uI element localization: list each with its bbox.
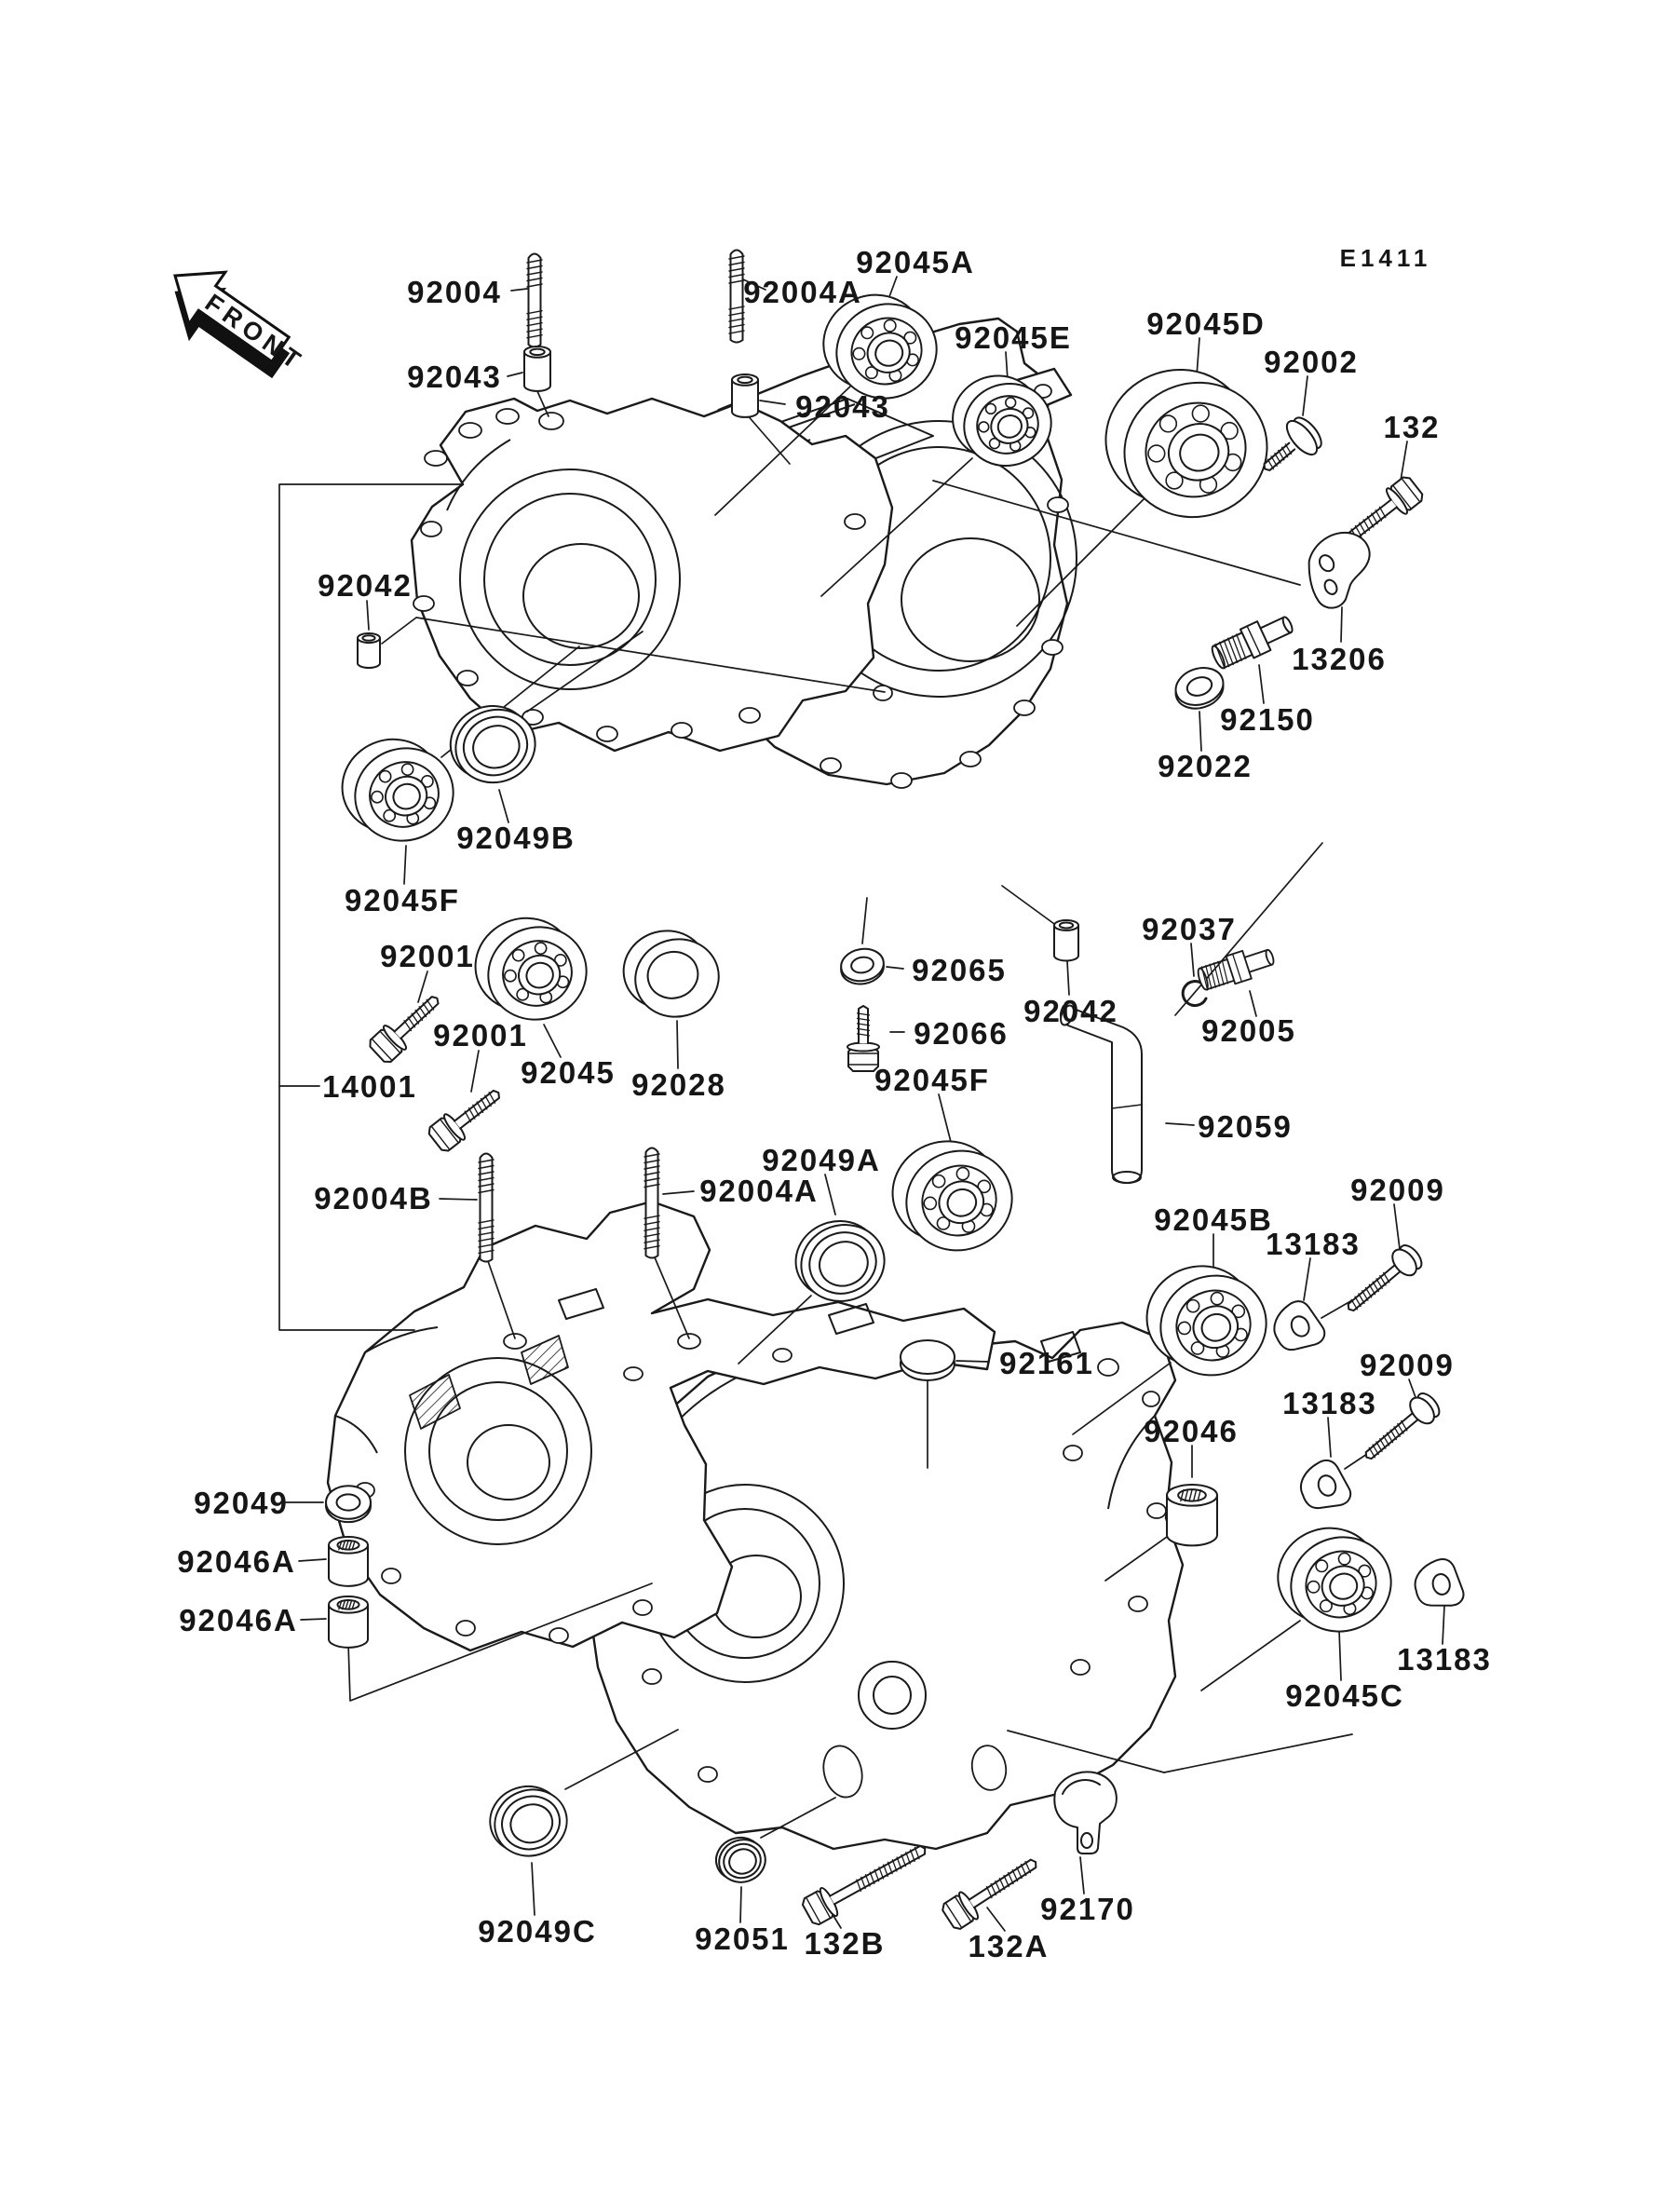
part-label-92065: 92065	[912, 953, 1007, 987]
leader-132A	[987, 1908, 1005, 1931]
bolt-glyph part-92001-2	[426, 1080, 508, 1155]
part-label-92002: 92002	[1264, 345, 1359, 379]
cyl-glyph part-92043-1	[524, 346, 550, 391]
leader-13183-2	[1328, 1418, 1331, 1457]
part-label-92150: 92150	[1220, 702, 1315, 737]
leader-92150	[1259, 665, 1264, 703]
leader-92001-2	[471, 1051, 479, 1092]
clamp-body	[1054, 1772, 1117, 1854]
leader-92001-1	[418, 971, 427, 1002]
part-label-92046: 92046	[1144, 1414, 1239, 1448]
part-label-92009-2: 92009	[1360, 1348, 1455, 1382]
part-label-92066: 92066	[914, 1016, 1009, 1051]
part-label-92037: 92037	[1142, 912, 1237, 946]
tri-glyph part-13183-2	[1301, 1460, 1350, 1508]
fitting-body	[1195, 943, 1277, 994]
leader-92028	[677, 1021, 678, 1068]
part-label-92004B: 92004B	[314, 1181, 433, 1215]
part-label-13206: 13206	[1292, 642, 1387, 676]
part-label-92161: 92161	[999, 1346, 1094, 1380]
seal-glyph part-92049A	[786, 1211, 894, 1312]
part-label-92004: 92004	[407, 275, 502, 309]
cyl-glyph part-92046A-1	[329, 1537, 368, 1586]
cyl-glyph part-92043-2	[732, 374, 758, 417]
part-label-92049C: 92049C	[478, 1914, 597, 1949]
bolt-glyph part-92066	[847, 1006, 879, 1071]
figure-code: E1411	[1339, 244, 1432, 272]
leader-92046A-1	[299, 1559, 326, 1561]
part-label-92004A-1: 92004A	[743, 275, 862, 309]
assembly-line-1	[1164, 1734, 1352, 1772]
leader-92037	[1191, 944, 1194, 976]
part-label-132: 132	[1383, 410, 1441, 444]
part-label-92001-1: 92001	[380, 939, 475, 973]
part-label-92043-2: 92043	[795, 389, 890, 424]
bracket-body	[1301, 1460, 1350, 1508]
part-label-92045F-1: 92045F	[345, 883, 460, 917]
part-label-92009-1: 92009	[1350, 1173, 1445, 1207]
tri-glyph part-13183-3	[1413, 1555, 1469, 1609]
leader-13183-1	[1304, 1258, 1310, 1300]
leader-92005	[1250, 991, 1256, 1016]
part-label-92049: 92049	[194, 1486, 289, 1520]
part-label-92045D: 92045D	[1146, 306, 1266, 341]
tube-glyph part-92059	[1058, 1004, 1142, 1183]
part-label-92049A: 92049A	[762, 1143, 881, 1177]
leader-13183-3	[1443, 1606, 1444, 1644]
leader-92022	[1199, 712, 1201, 751]
stud-glyph part-92004A-2	[644, 1148, 659, 1258]
flatring-glyph part-92049	[326, 1486, 371, 1522]
part-label-92045B: 92045B	[1154, 1202, 1273, 1237]
clamp-glyph part-92170	[1054, 1772, 1117, 1854]
part-label-92042-2: 92042	[1023, 994, 1118, 1028]
part-label-92046A-2: 92046A	[179, 1603, 298, 1637]
bolt-glyph part-132A	[940, 1849, 1044, 1933]
part-label-92059: 92059	[1198, 1109, 1293, 1144]
part-label-13183-1: 13183	[1266, 1227, 1361, 1261]
part-label-92005: 92005	[1201, 1013, 1296, 1048]
leader-92002	[1303, 376, 1307, 415]
disc-glyph part-92161	[901, 1340, 955, 1380]
leader-92045F-2	[939, 1094, 951, 1142]
bracket13206-glyph part-13206	[1302, 528, 1379, 612]
bolt-body	[847, 1006, 879, 1071]
stud-glyph part-92004B	[479, 1154, 494, 1262]
bracket-body	[1413, 1555, 1469, 1609]
flatring-glyph part-92065	[838, 945, 886, 987]
front-label: FRONT	[199, 288, 310, 377]
part-label-132A: 132A	[968, 1929, 1050, 1963]
seal-glyph part-92051	[711, 1832, 771, 1888]
bolt-body	[426, 1080, 508, 1155]
part-label-92045F-2: 92045F	[874, 1063, 990, 1097]
part-label-92046A-1: 92046A	[177, 1544, 296, 1579]
fitting-glyph part-92005	[1195, 943, 1277, 994]
bearing-glyph part-92045D	[1089, 351, 1285, 536]
tri-glyph part-13183-1	[1272, 1298, 1326, 1351]
cyl-glyph part-92042-1	[358, 633, 380, 668]
bracket-body	[1302, 528, 1379, 612]
part-label-92045: 92045	[521, 1055, 616, 1090]
stud-glyph part-92004A-1	[729, 251, 744, 343]
part-label-92001-2: 92001	[433, 1018, 528, 1052]
cyl-glyph part-92042-2	[1054, 920, 1078, 960]
leader-92045	[544, 1025, 561, 1057]
fitting-body	[1209, 609, 1297, 673]
part-label-92170: 92170	[1040, 1892, 1135, 1926]
part-label-92004A-2: 92004A	[699, 1174, 819, 1208]
part-label-92043-1: 92043	[407, 360, 502, 394]
bolt-body	[940, 1849, 1044, 1933]
part-label-14001: 14001	[322, 1069, 417, 1104]
bolt-body	[800, 1835, 932, 1928]
bearing-glyph part-92045F-1	[331, 727, 466, 853]
part-label-92045E: 92045E	[955, 320, 1072, 355]
part-label-92022: 92022	[1158, 749, 1253, 783]
bearing-glyph part-92045	[464, 905, 599, 1032]
leader-92170	[1080, 1857, 1084, 1894]
stud-glyph part-92004	[527, 254, 542, 347]
part-label-13183-2: 13183	[1282, 1386, 1377, 1420]
part-label-92045A: 92045A	[856, 245, 975, 279]
fitting-glyph part-92150	[1209, 609, 1297, 673]
leader-92059	[1166, 1123, 1194, 1125]
bushing3d-glyph part-92028	[615, 921, 727, 1025]
bearing-glyph part-92045F-2	[880, 1128, 1025, 1264]
seal-glyph part-92049C	[481, 1777, 576, 1865]
part-label-92049B: 92049B	[456, 821, 576, 855]
part-label-92051: 92051	[695, 1922, 790, 1956]
part-label-92042-1: 92042	[318, 568, 413, 603]
bracket-body	[1272, 1298, 1326, 1351]
leader-92004	[511, 289, 527, 291]
cyl-glyph part-92046A-2	[329, 1596, 368, 1648]
part-label-92045C: 92045C	[1285, 1678, 1404, 1713]
part-label-13183-3: 13183	[1397, 1642, 1492, 1677]
part-label-132B: 132B	[804, 1926, 886, 1961]
part-label-92028: 92028	[631, 1067, 726, 1102]
front-arrow	[149, 250, 320, 401]
bearing-glyph part-92045C	[1266, 1515, 1403, 1645]
bolt-glyph part-132B	[800, 1835, 932, 1928]
cyl-glyph part-92046	[1167, 1485, 1217, 1545]
